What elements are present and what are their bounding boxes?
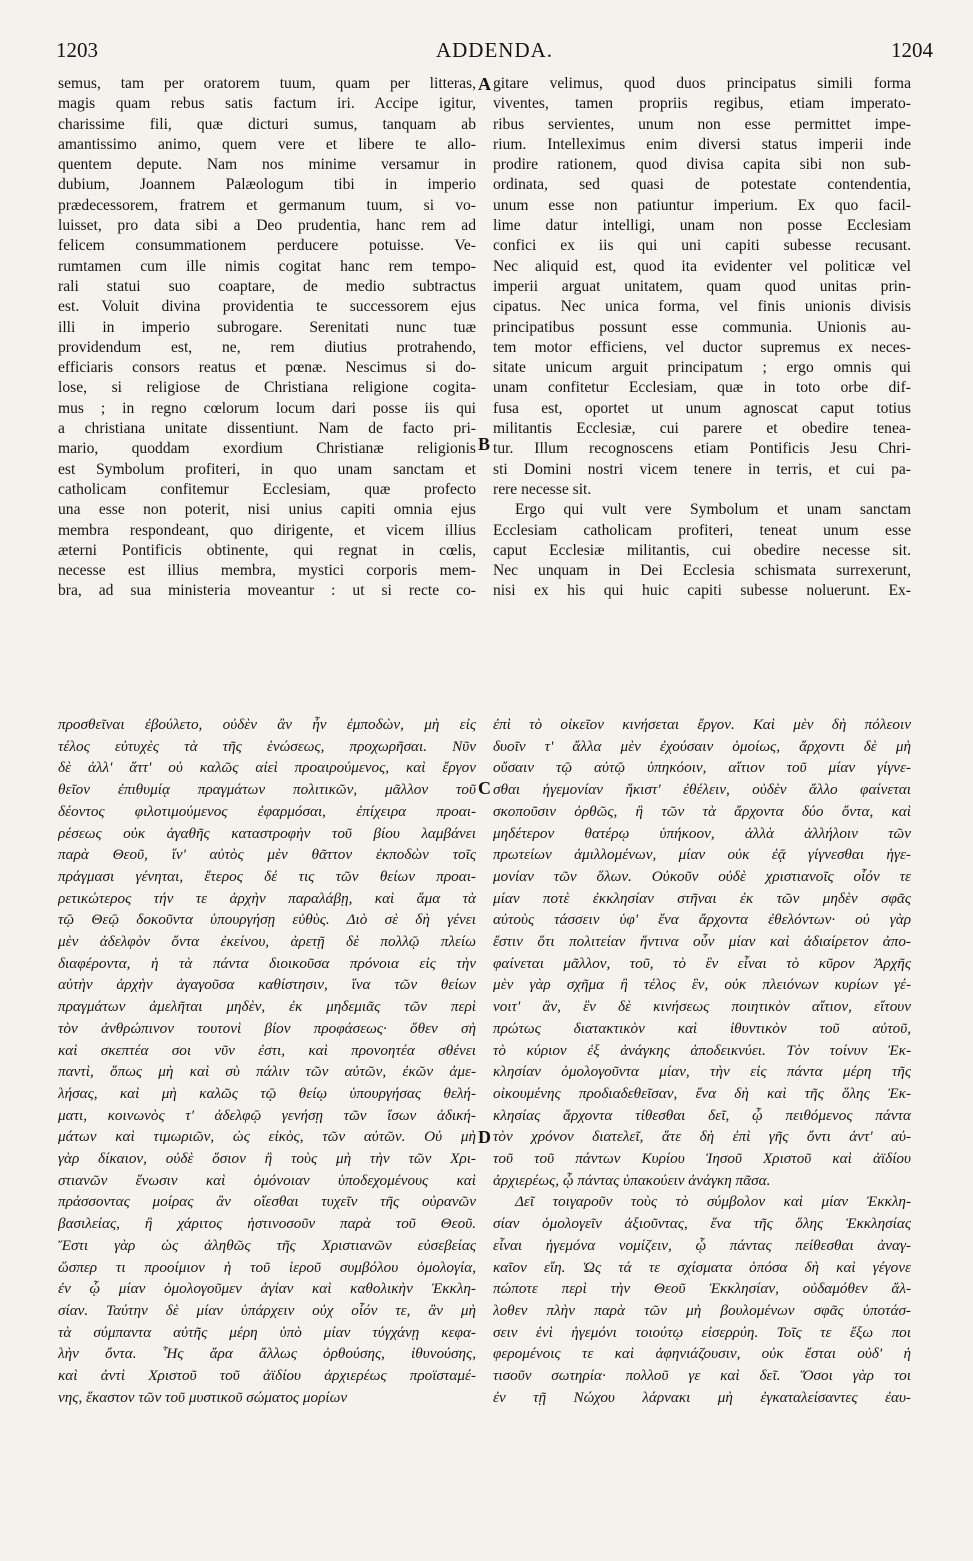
text-line: σίαν ὁμολογεῖν ἀξιοῦντας, ἕνα τῆς ὅλης Ἐκκλησίας <box>493 1215 911 1233</box>
text-line: Ergo qui vult vere Symbolum et unam sanctam <box>515 501 911 519</box>
text-line: ἐν ᾧ μίαν ὁμολογοῦμεν ἁγίαν καὶ καθολικὴν Ἐκκλη- <box>58 1280 476 1298</box>
text-line: τὸν χρόνον διατελεῖ, ἅτε δὴ ἐπὶ γῆς ὄντι ἀντ' αὐ- <box>493 1128 911 1146</box>
section-marker-b: B <box>478 434 491 454</box>
text-line: τὸ κύριον ἐξ ἀνάγκης ἀποδεικνύει. Τὸν τοίνυν Ἐκ- <box>493 1041 911 1059</box>
text-line: παρὰ Θεοῦ, ἵν' αὐτὸς μὲν θᾶττον ἐκποδὼν τοῖς <box>58 846 476 864</box>
page-number-left: 1203 <box>56 38 98 62</box>
text-line: unum esse non patiuntur imperium. Ex quo facil- <box>493 196 911 214</box>
text-line: μὲν ἀδελφὸν ὄντα ἐκείνου, ἀρετῇ δὲ πολλῷ πλείω <box>58 933 476 951</box>
text-line: Ecclesiam catholicam profiteri, teneat unum esse <box>493 521 911 539</box>
text-line: αὐτὴν ἀρχὴν ἀγαγοῦσα καθίστησιν, ἵνα τῶν θείων <box>58 976 476 994</box>
text-line: ρετικώτερος τήν τε ἀρχὴν παραλάβῃ, καὶ ἅμα τὰ <box>58 889 476 907</box>
text-line: κλησίαν ὁμολογοῦντα μίαν, τὴν εἰς πάντα μέρη τῆς <box>493 1063 911 1081</box>
text-line: ribus servientes, unum non esse permittet impe- <box>493 115 911 133</box>
text-line: φερομένοις τε καὶ ἀφηνιάζουσιν, οὐκ ἔσται οὐδ' ἡ <box>493 1345 911 1363</box>
text-line: ἀρχιερέως, ᾧ πάντας ὑπακούειν ἀνάγκη πᾶσα. <box>493 1171 771 1189</box>
text-line: principatibus possunt esse communia. Unionis au- <box>493 318 911 336</box>
text-line: viventes, tamen propriis regibus, etiam imperato- <box>493 95 911 113</box>
text-line: μὲν γὰρ σχῆμα ἢ τέλος ἓν, οὐκ πλειόνων κυρίων γέ- <box>493 976 911 994</box>
text-line: bra, ad sua ministeria moveantur : ut si recte co- <box>58 582 476 600</box>
text-line: τῷ Θεῷ δοκοῦντα ὑπουργήσῃ εὐθὺς. Διὸ σὲ δὴ γένει <box>58 911 476 929</box>
text-line: σειν ἑνὶ ἡγεμόνι τοιούτῳ εἰσερρύη. Τοῖς τε ἔξω ποι <box>493 1323 911 1341</box>
text-line: lime datur intelligi, unam non posse Ecclesiam <box>493 217 911 235</box>
text-line: τὸν ἀνθρώπινον τουτονὶ βίον προφάσεως· ὅθεν σὴ <box>58 1019 476 1037</box>
section-marker-c: C <box>478 778 491 798</box>
text-line: catholicam confitemur Ecclesiam, quæ profecto <box>58 480 476 498</box>
text-line: confici ex iis qui uni capiti subesse recusant. <box>493 237 911 255</box>
text-line: πώποτε περὶ τὴν Θεοῦ Ἐκκλησίαν, οὐδαμόθεν ἄλ- <box>493 1280 911 1298</box>
text-line: γὰρ δίκαιον, οὐδὲ ὅσιον ἢ τοὺς μὴ τὴν τῶν Χρι- <box>58 1150 476 1168</box>
section-marker-d: D <box>478 1127 491 1147</box>
text-line: καὶ ἀντὶ Χριστοῦ τοῦ ἀϊδίου ἀρχιερέως προϊσταμέ- <box>58 1367 476 1385</box>
text-line: Nec aliquid est, quod ita evidenter vel politicæ vel <box>493 257 911 275</box>
text-line: μάτων καὶ τιμωριῶν, ὡς εἰκὸς, τῶν αὐτῶν. Οὐ μὴ <box>58 1128 476 1146</box>
text-line: ματι, κοινωνὸς τ' ἀδελφῷ γενήσῃ τῶν ἴσων ἀδική- <box>58 1106 476 1124</box>
running-title: ADDENDA. <box>435 38 554 62</box>
text-line: διαφέροντα, ἡ τὰ πάντα διοικοῦσα πρόνοια εἰς τὴν <box>58 954 476 972</box>
text-line: νης, ἕκαστον τῶν τοῦ μυστικοῦ σώματος μορίων <box>58 1388 348 1406</box>
text-line: Ἔστι γὰρ ὡς ἀληθῶς τῆς Χριστιανῶν εὐσεβείας <box>58 1236 476 1254</box>
text-line: mario, quoddam exordium Christianæ religionis <box>58 440 476 458</box>
text-line: sti Domini nostri vicem tenere in terris, et cui pa- <box>493 460 911 478</box>
text-line: mus ; in regno cœlorum locum dari posse iis qui <box>58 399 476 417</box>
text-line: tur. Illum recognoscens etiam Pontificis Jesu Chri- <box>493 440 911 458</box>
text-line: τοῦ τοῦ πάντων Κυρίου Ἰησοῦ Χριστοῦ καὶ ἀϊδίου <box>493 1150 911 1168</box>
text-line: δυοῖν τ' ἄλλα μὲν ἐχούσαιν ὁμοίως, ἄρχοντι δὲ μὴ <box>493 737 911 755</box>
text-line: rium. Intelleximus enim diversi status imperii inde <box>493 135 911 153</box>
text-line: æterni Pontificis obtinente, qui regnat in cœlis, <box>58 541 476 559</box>
text-line: τισοῦν σωτηρία· πολλοῦ γε καὶ δεῖ. Ὅσοι γὰρ τοι <box>493 1367 911 1385</box>
text-line: δέοντος φιλοτιμούμενος ἐφαρμόσαι, ἐπίχειρα προαι- <box>58 802 476 820</box>
text-line: στιανῶν ἕνωσιν καὶ ὁμόνοιαν ὑποδεχομένους καὶ <box>58 1171 476 1189</box>
text-line: militantis Ecclesiæ, cui parere et obedire tenea- <box>493 420 911 438</box>
text-line: ἐπὶ τὸ οἰκεῖον κινήσεται ἔργον. Καὶ μὲν δὴ πόλεοιν <box>493 716 911 733</box>
text-line: semus, tam per oratorem tuum, quam per litteras, <box>58 75 476 92</box>
text-line: σίαν. Ταύτην δὲ μίαν ὑπάρχειν οὐχ οἷόν τε, ἂν μὴ <box>58 1301 476 1319</box>
text-line: una esse non poterit, nisi unius capiti omnia ejus <box>58 501 476 519</box>
text-line: πράγμασι γένηται, ἕτερος δέ τις τῶν θείων προαι- <box>58 867 476 885</box>
text-line: μηδέτερον θατέρῳ ὑπήκοον, ἀλλὰ ἀλλήλοιν τῶν <box>493 824 911 842</box>
text-line: βασιλείας, ἢ χάριτος ἡστινοσοῦν παρὰ τοῦ Θεοῦ. <box>58 1215 476 1233</box>
text-line: charissime fili, quæ dicturi sumus, tanquam ab <box>58 115 476 133</box>
text-line: amantissimo animo, quem vere et libere te allo- <box>58 135 476 153</box>
text-line: Nec unquam in Dei Ecclesia schismata surrexerunt, <box>493 562 911 580</box>
text-line: ρέσεως οὐκ ἀγαθῆς καταστροφὴν τοῦ βίου λαμβάνει <box>58 824 476 842</box>
text-line: λήσας, καὶ μὴ καλῶς τῷ θείῳ ὑπουργήσας θελή- <box>58 1084 476 1102</box>
text-line: rumtamen cum ille nimis cogitat hanc rem tempo- <box>58 257 476 275</box>
text-line: unam confitetur Ecclesiam, quæ in toto orbe dif- <box>493 379 911 397</box>
text-line: prodire rationem, quod divisa capita sibi non sub- <box>493 156 911 174</box>
text-line: καὶ σκεπτέα σοι νῦν ἐστι, καὶ προνοητέα σθένει <box>58 1041 476 1059</box>
text-line: illi in imperio subrogare. Serenitati nunc tuæ <box>58 318 476 336</box>
text-line: est Symbolum profiteri, in quo unam sanctam et <box>58 460 476 478</box>
text-line: imperii arguat unitatem, quam quod unitas prin- <box>493 277 911 295</box>
text-line: τέλος εὐτυχὲς τὰ τῆς ἑνώσεως, προχωρῆσαι. Νῦν <box>58 737 476 755</box>
page-number-right: 1204 <box>891 38 933 62</box>
text-line: σθαι ἡγεμονίαν ἥκιστ' ἐθέλειν, οὐδὲν ἄλλο φαίνεται <box>493 781 911 799</box>
text-line: luisset, pro data sibi a Deo prudentia, hanc rem ad <box>58 217 476 235</box>
text-line: μονίαν τῶν ὅλων. Οὐκοῦν οὐδὲ χριστιανοῖς οἷόν τε <box>493 867 911 885</box>
text-line: necesse est illius membra, mystici corporis mem- <box>58 562 476 580</box>
text-line: αὐτοὺς τάσσειν ὑφ' ἕνα ἄρχοντα ἐθελόντων· οὐ γὰρ <box>493 911 911 929</box>
text-line: tem motor efficiens, vel ductor supremus ex neces- <box>493 338 911 356</box>
text-line: φαίνεται μᾶλλον, τοῦ, τὸ ἓν εἶναι τὸ κῦρον Ἀρχῆς <box>493 954 911 972</box>
text-line: πρώτως διατακτικὸν καὶ ἰθυντικὸν τοῦ αὐτοῦ, <box>493 1019 911 1037</box>
text-line: est. Voluit divina providentia te successorem ejus <box>58 298 476 316</box>
text-line: ἐν τῇ Νώχου λάρνακι μὴ ἐγκαταλείσαντες ἐαυ- <box>493 1388 911 1406</box>
text-line: magis quam rebus satis factum iri. Accipe igitur, <box>58 95 476 113</box>
text-line: κλησίας ἄρχοντα τίθεσθαι δεῖ, ᾧ πειθόμενος πάντα <box>493 1106 911 1124</box>
text-line: quentem depute. Nam nos minime versamur in <box>58 156 476 174</box>
text-line: δὲ ἀλλ' ἅττ' οὐ καλῶς αἰεὶ προαιρούμενος, καὶ ἔργον <box>58 759 476 777</box>
text-line: εἶναι ἡγεμόνα νομίζειν, ᾧ πάντας πείθεσθαι ἀναγ- <box>493 1236 911 1254</box>
text-line: μίαν ποτὲ ἐκκλησίαν στῆναι ἐκ τῶν μηδὲν σφᾶς <box>493 889 911 907</box>
page-header <box>56 38 933 68</box>
text-line: dubium, Joannem Palæologum tibi in imperio <box>58 176 476 194</box>
text-line: fusa est, oportet ut unum agnoscat caput totius <box>493 399 911 417</box>
text-line: τὰ σύμπαντα αὐτῆς μέρη ὑπὸ μίαν τύγχάνῃ κεφα- <box>58 1323 476 1341</box>
text-line: σκοποῦσιν ὀρθῶς, ἢ τῶν τὰ ἄρχοντα δύο ὄντα, καὶ <box>493 802 911 820</box>
text-line: nisi ex his qui huic capiti subesse noluerunt. Ex- <box>493 582 911 600</box>
text-line: ὥσπερ τι προοίμιον ἡ τοῦ ἱεροῦ συμβόλου ὁμολογία, <box>58 1258 476 1276</box>
text-line: καῖον εἴη. Ὡς τά τε σχίσματα ὁπόσα δὴ καὶ γέγονε <box>493 1258 911 1276</box>
text-line: providendum est, ne, rem diutius protrahendo, <box>58 338 476 356</box>
text-line: felicem consummationem perducere potuisse. Ve- <box>58 237 476 255</box>
text-line: προσθεῖναι ἐβούλετο, οὐδὲν ἂν ἦν ἐμποδὼν, μὴ εἰς <box>58 716 476 733</box>
text-line: membra respondeant, quo dirigente, et vicem illius <box>58 521 476 539</box>
text-line: rali statui suo coaptare, de medio subtractus <box>58 277 476 295</box>
text-line: caput Ecclesiæ militantis, cui obedire necesse sit. <box>493 541 911 559</box>
text-line: πράσσοντας μοίρας ἂν οἴεσθαι τυχεῖν τῆς οὐρανῶν <box>58 1193 476 1211</box>
text-line: οἰκουμένης προδιαδεθεῖσαν, ἕνα δὴ καὶ τῆς ὅλης Ἐκ- <box>493 1084 911 1102</box>
text-line: θεῖον ἐπιθυμίᾳ πραγμάτων πολιτικῶν, μᾶλλον τοῦ <box>58 781 476 799</box>
text-line: λοθεν πλὴν παρὰ τῶν μὴ βουλομένων σφᾶς ὑποτάσ- <box>493 1301 911 1319</box>
latin-column-left <box>58 74 476 694</box>
text-line: rere necesse sit. <box>493 480 592 498</box>
text-line: Δεῖ τοιγαροῦν τοὺς τὸ σύμβολον καὶ μίαν Ἐκκλη- <box>515 1193 911 1211</box>
section-marker-a: A <box>478 74 491 94</box>
text-line: a christiana unitate dissentiunt. Nam de facto pri- <box>58 420 476 438</box>
text-line: ordinata, sed quasi de potestate contendentia, <box>493 176 911 194</box>
text-line: efficiaris consors reatus et pœnæ. Nescimus si do- <box>58 359 476 377</box>
text-line: sitate unicum arguit principatum ; ergo omnis qui <box>493 359 911 377</box>
text-line: πρωτείων ἁμιλλομένων, μίαν οὐκ ἐᾷ γίγνεσθαι ἡγε- <box>493 846 911 864</box>
text-line: πραγμάτων ἀμελῆται μηδὲν, ἐκ μηδεμιᾶς τῶν περὶ <box>58 998 476 1016</box>
text-line: cipatus. Nec unica forma, vel finis unionis divisis <box>493 298 911 316</box>
latin-column-right <box>493 74 911 694</box>
text-line: λὴν ὄντα. Ἧς ἄρα ἄλλως ὀρθούσης, ἰθυνούσης, <box>58 1345 476 1363</box>
text-line: gitare velimus, quod duos principatus simili forma <box>493 75 911 92</box>
greek-column-left <box>58 714 476 1534</box>
text-line: lose, si religiose de Christiana religione cogita- <box>58 379 476 397</box>
text-line: νοιτ' ἂν, ἓν δὲ κινήσεως ποιητικὸν αἴτιον, εἴτουν <box>493 998 911 1016</box>
text-line: οὔσαιν τῷ αὐτῷ ὑπηκόοιν, αἴτιον τοῦ μίαν γίγνε- <box>493 759 911 777</box>
greek-column-right <box>493 714 911 1534</box>
text-line: ἔστιν ὅτι πολιτείαν ἥντινα οὖν μίαν καὶ ἀδιαίρετον ἀπο- <box>493 933 911 951</box>
text-line: prædecessorem, fratrem et germanum tuum, si vo- <box>58 196 476 214</box>
text-line: παντὶ, ὅπως μὴ καὶ σὺ πάλιν τῶν αὐτῶν, ἐκῶν ἀμε- <box>58 1063 476 1081</box>
